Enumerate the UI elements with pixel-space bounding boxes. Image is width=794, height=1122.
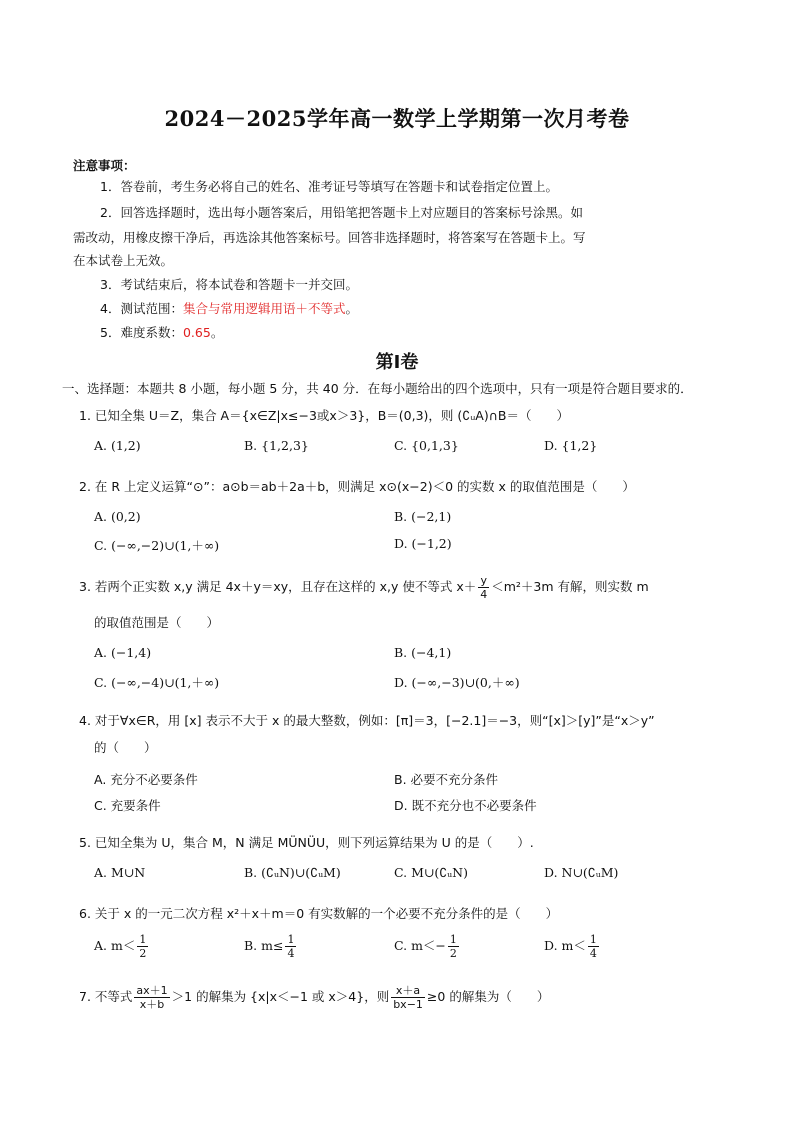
question-2-option-c: C. (−∞,−2)∪(1,＋∞) — [94, 538, 220, 553]
note-3: 3．考试结束后，将本试卷和答题卡一并交回。 — [100, 277, 358, 292]
question-6-option-b: B. m≤ $\frac{1}{4}$ — [244, 933, 295, 960]
question-4-option-c: C. 充要条件 — [94, 798, 161, 813]
part-intro: 一、选择题：本题共 8 小题，每小题 5 分，共 40 分．在每小题给出的四个选项中，只有一项是符合题目要求的． — [62, 381, 693, 396]
question-5-option-a: A. M∪N — [94, 865, 146, 880]
question-5-option-b: B. (∁ᵤN)∪(∁ᵤM) — [244, 865, 341, 880]
question-6-option-d: D. m＜ $\frac{1}{4}$ — [544, 933, 597, 960]
question-4-option-b: B. 必要不充分条件 — [394, 772, 499, 787]
question-6-stem: 6. 关于 x 的一元二次方程 x²＋x＋m＝0 有实数解的一个必要不充分条件的是（ ） — [79, 906, 559, 921]
question-1-option-a: A. (1,2) — [94, 438, 141, 453]
question-4-option-d: D. 既不充分也不必要条件 — [394, 798, 537, 813]
question-4-stem-line-2: 的（ ） — [94, 740, 157, 755]
question-2-option-d: D. (−1,2) — [394, 536, 452, 551]
question-5-option-d: D. N∪(∁ᵤM) — [544, 865, 619, 880]
question-3-option-d: D. (−∞,−3)∪(0,＋∞) — [394, 675, 520, 690]
note-5: 5．难度系数：0.65。 — [100, 325, 224, 340]
question-3-stem-line-2: 的取值范围是（ ） — [94, 615, 220, 630]
note-2-line-3: 在本试卷上无效。 — [73, 253, 174, 268]
question-2-option-b: B. (−2,1) — [394, 509, 452, 524]
question-5-option-c: C. M∪(∁ᵤN) — [394, 865, 468, 880]
question-5-stem: 5. 已知全集为 U，集合 M，N 满足 MÜNÜU，则下列运算结果为 U 的是（ ）. — [79, 835, 534, 850]
question-3-option-a: A. (−1,4) — [94, 645, 152, 660]
question-1-option-c: C. {0,1,3} — [394, 438, 459, 453]
notes-heading: 注意事项： — [73, 158, 136, 173]
question-3-option-c: C. (−∞,−4)∪(1,＋∞) — [94, 675, 220, 690]
note-2-line-1: 2．回答选择题时，选出每小题答案后，用铅笔把答题卡上对应题目的答案标号涂黑。如 — [100, 205, 583, 220]
question-1-option-d: D. {1,2} — [544, 438, 598, 453]
question-2-stem: 2. 在 R 上定义运算“⊙”：a⊙b＝ab＋2a＋b，则满足 x⊙(x−2)＜0 的实数 x 的取值范围是（ ） — [79, 479, 635, 494]
question-6-option-c: C. m＜− $\frac{1}{2}$ — [394, 933, 457, 960]
question-2-option-a: A. (0,2) — [94, 509, 141, 524]
question-6-option-a: A. m＜ $\frac{1}{2}$ — [94, 933, 147, 960]
question-3-option-b: B. (−4,1) — [394, 645, 452, 660]
difficulty-value: 0.65 — [182, 325, 211, 340]
question-1-stem: 1. 已知全集 U＝Z，集合 A＝{x∈Z|x≤−3或x＞3}，B＝(0,3)，则 (∁ᵤA)∩B＝（ ） — [79, 408, 569, 423]
question-1-option-b: B. {1,2,3} — [244, 438, 309, 453]
note-2-line-2: 需改动，用橡皮擦干净后，再选涂其他答案标号。回答非选择题时，将答案写在答题卡上。写 — [73, 230, 586, 245]
test-scope: 集合与常用逻辑用语＋不等式 — [182, 301, 346, 316]
question-4-stem: 4. 对于∀x∈R，用 [x] 表示不大于 x 的最大整数，例如：[π]＝3，[−2.1]＝−3，则“[x]＞[y]”是“x＞y” — [79, 713, 655, 728]
question-3-stem: 3. 若两个正实数 x,y 满足 4x＋y＝xy，且存在这样的 x,y 使不等式 x＋ $\frac{y}{4}$ ＜m²＋3m 有解，则实数 m — [79, 574, 649, 601]
note-1: 1．答卷前，考生务必将自己的姓名、准考证号等填写在答题卡和试卷指定位置上。 — [100, 179, 558, 194]
section-title: 第Ⅰ卷 — [375, 352, 419, 373]
question-4-option-a: A. 充分不必要条件 — [94, 772, 198, 787]
fraction-xa-over-bx1: $\frac{x+a}{bx-1}$ — [393, 984, 423, 1011]
exam-title: 2024－2025学年高一数学上学期第一次月考卷 — [164, 106, 630, 131]
fraction-y-over-4: $\frac{y}{4}$ — [480, 574, 488, 601]
note-4: 4．测试范围：集合与常用逻辑用语＋不等式。 — [100, 301, 358, 316]
fraction-ax1-over-xb: $\frac{ax+1}{x+b}$ — [136, 984, 168, 1011]
question-7-stem: 7. 不等式 $\frac{ax+1}{x+b}$ ＞1 的解集为 {x|x＜−1 或 x＞4}，则 $\frac{x+a}{bx-1}$ ≥0 的解集为（ ） — [79, 984, 550, 1011]
